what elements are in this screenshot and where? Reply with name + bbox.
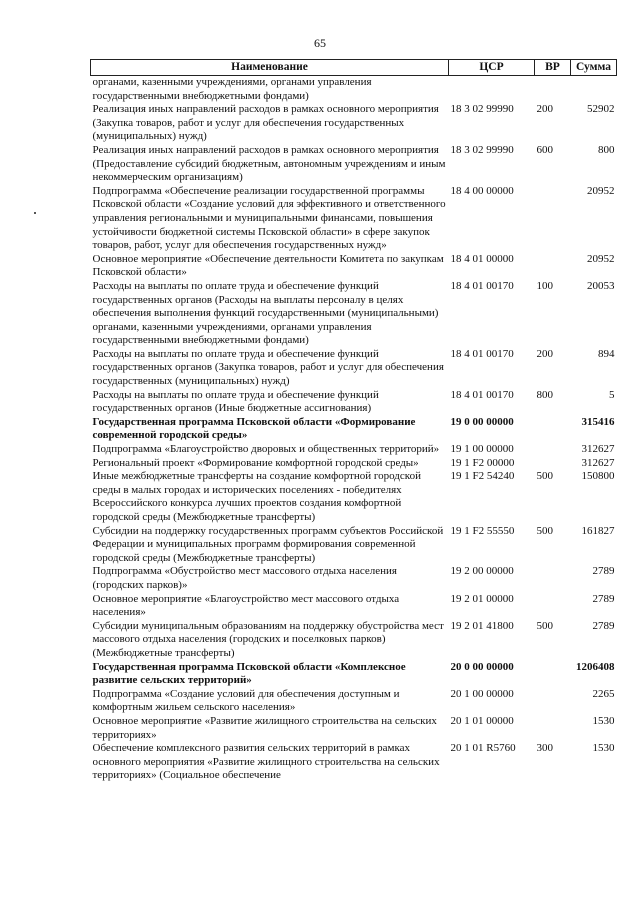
row-vr-cell: 200 xyxy=(536,103,553,116)
row-name-cell: Иные межбюджетные трансферты на создание комфортной городской среды в малых городах и исторических поселениях - победителях Всероссийского конкурса лучших проектов создания комфортной городской среды (Межбюджетные трансферты) xyxy=(92,470,421,523)
row-name-cell: Реализация иных направлений расходов в рамках основного мероприятия (Предоставление субсидий бюджетным, автономным учреждениям и иным некоммерческим организациям) xyxy=(92,143,446,184)
row-sum-cell: 800 xyxy=(598,143,615,156)
row-sum-cell: 5 xyxy=(609,388,615,401)
row-vr-cell xyxy=(535,253,571,280)
row-csr-cell: 18 4 01 00170 xyxy=(450,388,514,401)
row-sum-cell: 20952 xyxy=(587,184,615,197)
row-name-cell: Подпрограмма «Создание условий для обеспечения доступным и комфортным жильем сельского населения» xyxy=(92,687,400,714)
row-sum-cell: 1530 xyxy=(592,714,615,727)
row-name-cell: Государственная программа Псковской области «Комплексное развитие сельских территорий» xyxy=(92,660,406,687)
row-vr-cell xyxy=(535,593,571,620)
row-sum-cell: 894 xyxy=(598,347,615,360)
row-vr-cell xyxy=(535,443,571,457)
header-name: Наименование xyxy=(91,60,449,76)
row-sum-cell: 150800 xyxy=(581,470,615,483)
row-sum-cell xyxy=(571,76,617,104)
row-vr-cell xyxy=(535,416,571,443)
header-vr: ВР xyxy=(535,60,571,76)
row-vr-cell xyxy=(535,715,571,742)
table-row xyxy=(91,389,617,416)
header-csr: ЦСР xyxy=(449,60,535,76)
row-sum-cell: 1206408 xyxy=(576,660,615,673)
row-csr-cell: 19 0 00 00000 xyxy=(450,415,514,428)
budget-table xyxy=(90,59,617,783)
table-body xyxy=(91,76,617,783)
row-vr-cell xyxy=(535,565,571,592)
table-row xyxy=(91,416,617,443)
row-csr-cell: 18 4 01 00000 xyxy=(450,252,514,265)
table-row xyxy=(91,280,617,348)
row-csr-cell: 19 1 F2 00000 xyxy=(450,456,515,469)
row-sum-cell: 20053 xyxy=(587,279,615,292)
row-name-cell: Подпрограмма «Благоустройство дворовых и общественных территорий» xyxy=(92,443,440,456)
row-name-cell: Субсидии муниципальным образованиям на поддержку обустройства мест массового отдыха населения (городских и поселковых парков) (Межбюджетные трансферты) xyxy=(92,619,444,659)
header-sum: Сумма xyxy=(571,60,617,76)
row-sum-cell: 2789 xyxy=(592,565,615,578)
row-csr-cell: 18 3 02 99990 xyxy=(450,143,514,156)
table-header-row xyxy=(91,60,617,76)
table-row xyxy=(91,620,617,661)
row-name-cell: Расходы на выплаты по оплате труда и обеспечение функций государственных органов (Иные бюджетные ассигнования) xyxy=(92,388,379,415)
row-name-cell: Региональный проект «Формирование комфортной городской среды» xyxy=(92,456,419,469)
row-csr-cell: 18 4 01 00170 xyxy=(450,279,514,292)
table-row xyxy=(91,565,617,592)
table-row xyxy=(91,593,617,620)
table-row xyxy=(91,253,617,280)
table-row xyxy=(91,661,617,688)
row-sum-cell: 52902 xyxy=(587,103,615,116)
row-vr-cell: 500 xyxy=(536,470,553,483)
row-csr-cell: 20 1 00 00000 xyxy=(450,687,514,700)
row-sum-cell: 2789 xyxy=(592,619,615,632)
row-name-cell: Государственная программа Псковской области «Формирование современной городской среды» xyxy=(92,415,416,442)
row-vr-cell: 500 xyxy=(536,524,553,537)
row-vr-cell: 200 xyxy=(536,347,553,360)
row-name-cell: органами, казенными учреждениями, органами управления государственными внебюджетными фондами) xyxy=(92,76,372,102)
row-sum-cell: 315416 xyxy=(581,415,615,428)
table-row xyxy=(91,688,617,715)
row-sum-cell: 20952 xyxy=(587,252,615,265)
table-row xyxy=(91,348,617,389)
row-csr-cell: 20 0 00 00000 xyxy=(450,660,514,673)
row-vr-cell: 500 xyxy=(536,619,553,632)
table-row xyxy=(91,457,617,471)
row-name-cell: Расходы на выплаты по оплате труда и обеспечение функций государственных органов (Закупка товаров, работ и услуг для обеспечения государственных (муниципальных) нужд) xyxy=(92,347,444,388)
row-vr-cell: 300 xyxy=(536,742,553,755)
row-name-cell: Реализация иных направлений расходов в рамках основного мероприятия (Закупка товаров, работ и услуг для обеспечения государственных (муниципальных) нужд) xyxy=(92,103,439,143)
table-row xyxy=(91,144,617,185)
row-name-cell: Субсидии на поддержку государственных программ субъектов Российской Федерации и муниципальных программ формирования современной городской среды (Межбюджетные трансферты) xyxy=(92,524,444,564)
row-csr-cell: 19 2 01 41800 xyxy=(450,619,514,632)
row-vr-cell xyxy=(535,76,571,104)
row-sum-cell: 2789 xyxy=(592,592,615,605)
row-sum-cell: 2265 xyxy=(592,687,615,700)
row-name-cell: Обеспечение комплексного развития сельских территорий в рамках основного мероприятия «Развитие жилищного строительства на сельских территориях» (Социальное обеспечение xyxy=(92,742,440,782)
table-row xyxy=(91,185,617,253)
row-sum-cell: 312627 xyxy=(581,443,615,456)
page-number: 65 xyxy=(314,36,326,50)
row-csr-cell: 19 2 00 00000 xyxy=(450,565,514,578)
row-csr-cell: 18 4 01 00170 xyxy=(450,347,514,360)
row-vr-cell: 600 xyxy=(536,143,553,156)
table-row xyxy=(91,715,617,742)
row-name-cell: Расходы на выплаты по оплате труда и обеспечение функций государственных органов (Расходы на выплаты персоналу в целях обеспечения выполнения функций государственными (муниципальными) органами, казенными учреждениями, органами управления государственными внебюджетными фондами) xyxy=(92,279,439,347)
row-vr-cell xyxy=(535,457,571,471)
row-sum-cell: 161827 xyxy=(581,524,615,537)
row-vr-cell: 100 xyxy=(536,279,553,292)
table-row xyxy=(91,76,617,104)
table-row xyxy=(91,742,617,783)
row-vr-cell xyxy=(535,661,571,688)
row-csr-cell: 19 2 01 00000 xyxy=(450,592,514,605)
row-name-cell: Подпрограмма «Обеспечение реализации государственной программы Псковской области «Создание условий для эффективного и ответственного управления региональными и муниципальными финансами, повышения устойчивости бюджетной системы Псковской области» в сфере закупок товаров, работ, услуг для обеспечения государственных нужд» xyxy=(92,184,446,252)
row-csr-cell: 19 1 F2 54240 xyxy=(450,470,515,483)
row-name-cell: Основное мероприятие «Развитие жилищного строительства на сельских территориях» xyxy=(92,714,437,741)
row-csr-cell: 18 4 00 00000 xyxy=(450,184,514,197)
row-csr-cell: 20 1 01 00000 xyxy=(450,714,514,727)
row-sum-cell: 1530 xyxy=(592,742,615,755)
row-csr-cell: 20 1 01 R5760 xyxy=(450,742,516,755)
row-vr-cell: 800 xyxy=(536,388,553,401)
row-csr-cell: 19 1 00 00000 xyxy=(450,443,514,456)
row-vr-cell xyxy=(535,688,571,715)
table-row xyxy=(91,525,617,566)
row-name-cell: Основное мероприятие «Обеспечение деятельности Комитета по закупкам Псковской области» xyxy=(92,252,444,279)
scan-speck xyxy=(34,212,36,214)
table-row xyxy=(91,103,617,144)
row-sum-cell: 312627 xyxy=(581,456,615,469)
row-csr-cell: 18 3 02 99990 xyxy=(450,103,514,116)
row-csr-cell: 19 1 F2 55550 xyxy=(450,524,515,537)
table-row xyxy=(91,470,617,524)
row-vr-cell xyxy=(535,185,571,253)
row-name-cell: Основное мероприятие «Благоустройство мест массового отдыха населения» xyxy=(92,592,400,619)
table-row xyxy=(91,443,617,457)
row-csr-cell xyxy=(449,76,535,104)
row-name-cell: Подпрограмма «Обустройство мест массового отдыха населения (городских парков)» xyxy=(92,565,397,591)
